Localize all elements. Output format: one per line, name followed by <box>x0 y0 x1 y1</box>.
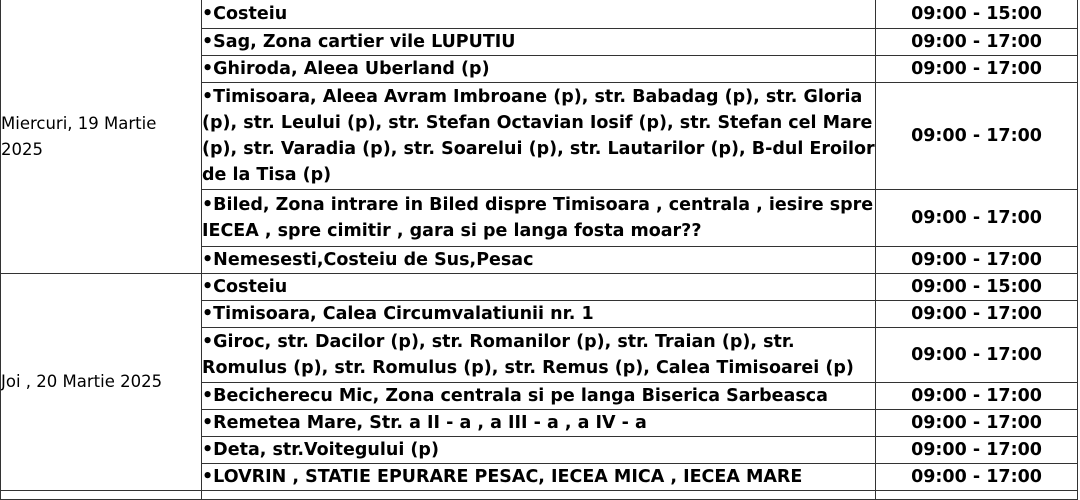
time-interval-cell-empty <box>876 491 1078 500</box>
location-cell-empty <box>202 491 876 500</box>
time-interval-cell: 09:00 - 17:00 <box>876 29 1078 56</box>
time-interval-cell: 09:00 - 17:00 <box>876 383 1078 410</box>
time-interval-cell: 09:00 - 17:00 <box>876 190 1078 247</box>
time-interval-cell: 09:00 - 17:00 <box>876 56 1078 83</box>
location-cell: •Sag, Zona cartier vile LUPUTIU <box>202 29 876 56</box>
location-cell: •Nemesesti,Costeiu de Sus,Pesac <box>202 247 876 274</box>
location-cell: •Remetea Mare, Str. a II - a , a III - a , a IV - a <box>202 410 876 437</box>
table-row <box>1 0 1078 29</box>
location-cell: •Giroc, str. Dacilor (p), str. Romanilor (p), str. Traian (p), str. Romulus (p), str. Romulus (p), str. Remus (p), Calea Timisoarei (p) <box>202 328 876 383</box>
location-cell: •LOVRIN , STATIE EPURARE PESAC, IECEA MICA , IECEA MARE <box>202 464 876 491</box>
location-cell: •Costeiu <box>202 274 876 301</box>
time-interval-cell: 09:00 - 15:00 <box>876 0 1078 29</box>
time-interval-cell: 09:00 - 17:00 <box>876 410 1078 437</box>
table-row <box>1 274 1078 301</box>
time-interval-cell: 09:00 - 17:00 <box>876 464 1078 491</box>
time-interval-cell: 09:00 - 17:00 <box>876 437 1078 464</box>
location-cell: •Costeiu <box>202 0 876 29</box>
date-cell: Joi , 20 Martie 2025 <box>1 274 202 491</box>
location-cell: •Timisoara, Calea Circumvalatiunii nr. 1 <box>202 301 876 328</box>
date-cell: Miercuri, 19 Martie 2025 <box>1 0 202 274</box>
location-cell: •Becicherecu Mic, Zona centrala si pe langa Biserica Sarbeasca <box>202 383 876 410</box>
time-interval-cell: 09:00 - 17:00 <box>876 247 1078 274</box>
time-interval-cell: 09:00 - 15:00 <box>876 274 1078 301</box>
table-row-cut-off <box>1 491 1078 500</box>
time-interval-cell: 09:00 - 17:00 <box>876 83 1078 190</box>
date-cell-empty <box>1 491 202 500</box>
location-cell: •Timisoara, Aleea Avram Imbroane (p), str. Babadag (p), str. Gloria (p), str. Leului (p), str. Stefan Octavian Iosif (p), str. Stefan cel Mare (p), str. Varadia (p), str. Soarelui (p), str. Lautarilor (p), B-dul Eroilor de la Tisa (p) <box>202 83 876 190</box>
location-cell: •Deta, str.Voitegului (p) <box>202 437 876 464</box>
location-cell: •Biled, Zona intrare in Biled dispre Timisoara , centrala , iesire spre IECEA , spre cimitir , gara si pe langa fosta moar?? <box>202 190 876 247</box>
time-interval-cell: 09:00 - 17:00 <box>876 328 1078 383</box>
time-interval-cell: 09:00 - 17:00 <box>876 301 1078 328</box>
location-cell: •Ghiroda, Aleea Uberland (p) <box>202 56 876 83</box>
